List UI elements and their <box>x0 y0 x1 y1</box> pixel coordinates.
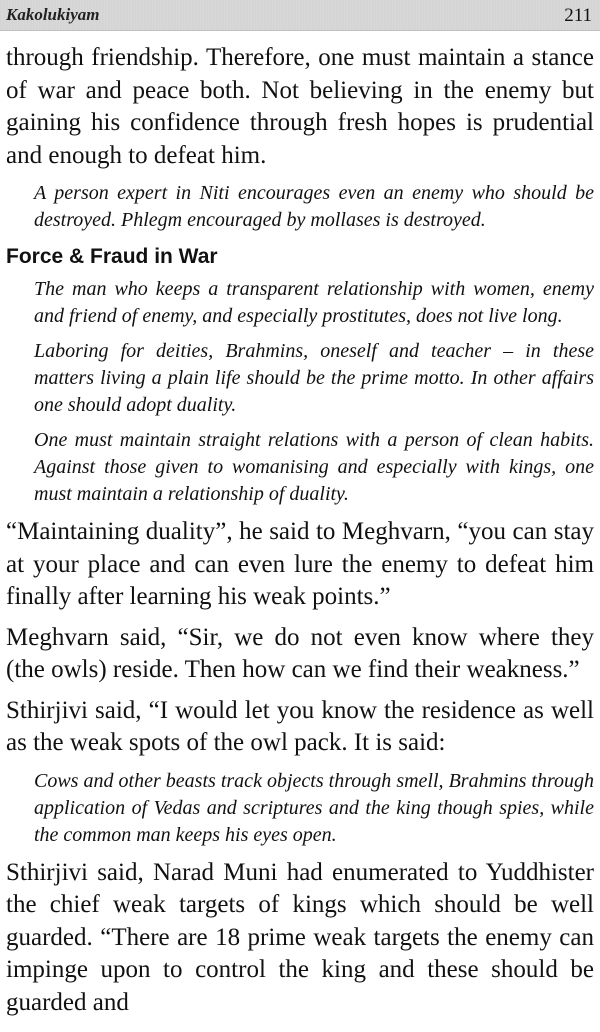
page-number: 211 <box>564 5 592 26</box>
body-paragraph: Meghvarn said, “Sir, we do not even know where they (the owls) reside. Then how can we find their weakness.” <box>6 623 594 683</box>
quote-verse: Laboring for deities, Brahmins, oneself and teacher – in these matters living a plain life should be the prime motto. In other affairs one should adopt duality. <box>34 340 594 416</box>
body-paragraph: Sthirjivi said, Narad Muni had enumerated to Yuddhister the chief weak targets of kings which should be well guarded. “There are 18 prime weak targets the enemy can impinge upon to control the king and these should be guarded and <box>6 858 594 1016</box>
quote-verse: Cows and other beasts track objects through smell, Brahmins through application of Vedas and scriptures and the king though spies, while the common man keeps his eyes open. <box>34 769 594 846</box>
body-paragraph: Sthirjivi said, “I would let you know the residence as well as the weak spots of the owl pack. It is said: <box>6 696 594 756</box>
quote-verse: A person expert in Niti encourages even an enemy who should be destroyed. Phlegm encouraged by mollases is destroyed. <box>34 182 594 231</box>
quote-verse: One must maintain straight relations with a person of clean habits. Against those given to womanising and especially with kings, one must maintain a relationship of duality. <box>34 429 594 505</box>
page-body <box>6 36 594 1027</box>
body-paragraph: through friendship. Therefore, one must maintain a stance of war and peace both. Not believing in the enemy but gaining his confidence through fresh hopes is prudential and enough to defeat him. <box>6 44 594 169</box>
quote-verse: The man who keeps a transparent relationship with women, enemy and friend of enemy, and especially prostitutes, does not live long. <box>34 278 594 327</box>
running-title: Kakolukiyam <box>6 5 100 24</box>
section-heading: Force & Fraud in War <box>6 245 218 268</box>
body-paragraph: “Maintaining duality”, he said to Meghvarn, “you can stay at your place and can even lure the enemy to defeat him finally after learning his weak points.” <box>6 518 594 610</box>
page-header <box>0 0 600 31</box>
